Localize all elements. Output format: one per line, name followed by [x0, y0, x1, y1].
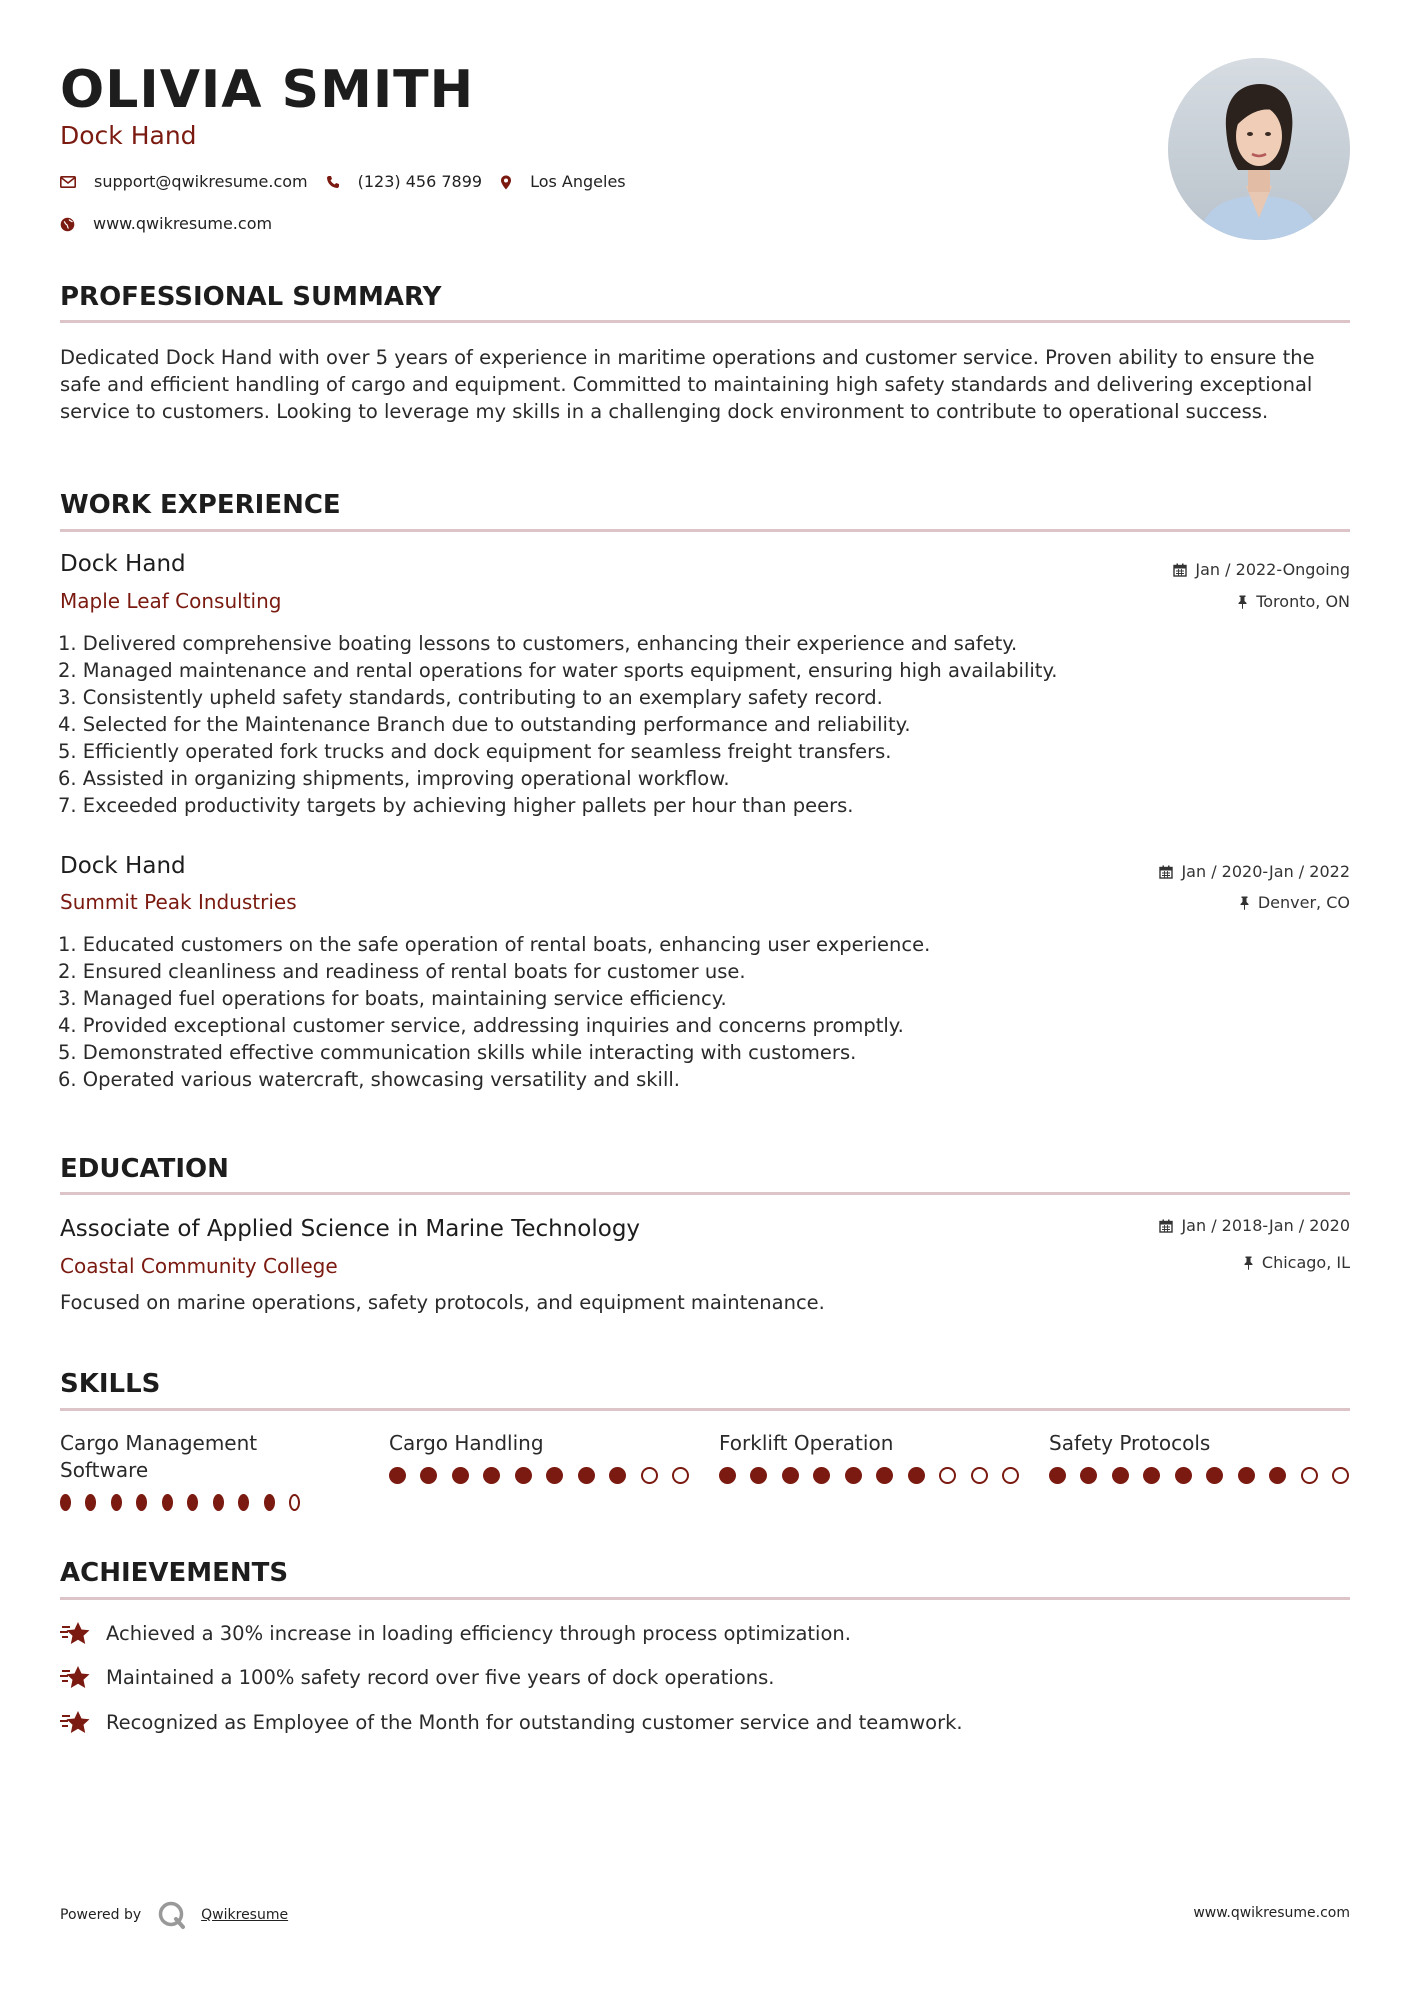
rating-dot-filled [515, 1467, 532, 1484]
job-2-dates [1159, 861, 1350, 883]
list-item: 7. Exceeded productivity targets by achieving higher pallets per hour than peers. [58, 794, 854, 817]
job-1-location-text: Toronto, ON [1256, 592, 1350, 611]
skill-item [60, 1430, 300, 1511]
profile-photo [1168, 58, 1350, 240]
rating-dot-filled [452, 1467, 469, 1484]
education-location [1243, 1252, 1350, 1274]
rating-dot-filled [578, 1467, 595, 1484]
rating-dot-filled [546, 1467, 563, 1484]
achievement-text: Maintained a 100% safety record over five years of dock operations. [106, 1666, 775, 1689]
education-heading: EDUCATION [60, 1154, 229, 1184]
phone-text: (123) 456 7899 [357, 172, 483, 191]
education-school: Coastal Community College [60, 1254, 338, 1278]
achievement-text: Achieved a 30% increase in loading efficiency through process optimization. [106, 1622, 851, 1645]
rating-dot-filled [845, 1467, 862, 1484]
rating-dot-filled [813, 1467, 830, 1484]
job-1-dates [1173, 559, 1350, 581]
education-dates-text: Jan / 2018-Jan / 2020 [1181, 1216, 1350, 1235]
skill-rating [719, 1467, 1019, 1484]
summary-heading: PROFESSIONAL SUMMARY [60, 282, 442, 312]
list-item: 2. Managed maintenance and rental operations for water sports equipment, ensuring high availability. [58, 659, 1058, 682]
footer-website[interactable]: www.qwikresume.com [1193, 1905, 1350, 1921]
rating-dot-empty [672, 1467, 689, 1484]
email-text: support@qwikresume.com [94, 172, 308, 191]
rating-dot-empty [971, 1467, 988, 1484]
list-item: 3. Consistently upheld safety standards, contributing to an exemplary safety record. [58, 686, 883, 709]
contact-website[interactable] [60, 213, 272, 235]
job-1-location [1237, 591, 1350, 613]
candidate-name: OLIVIA SMITH [60, 60, 475, 120]
powered-by-label: Powered by [60, 1907, 142, 1923]
list-item: 3. Managed fuel operations for boats, maintaining service efficiency. [58, 987, 727, 1010]
skill-name: Cargo Management Software [60, 1431, 258, 1482]
contact-row [60, 171, 626, 193]
rating-dot-filled [1175, 1467, 1192, 1484]
rating-dot-empty [289, 1494, 300, 1511]
education-degree: Associate of Applied Science in Marine Technology [60, 1216, 641, 1242]
job-2-dates-text: Jan / 2020-Jan / 2022 [1181, 862, 1350, 881]
list-item: 4. Provided exceptional customer service, addressing inquiries and concerns promptly. [58, 1014, 904, 1037]
rating-dot-filled [876, 1467, 893, 1484]
globe-icon [60, 217, 75, 232]
skill-name: Safety Protocols [1049, 1431, 1211, 1455]
phone-icon [326, 175, 340, 189]
rating-dot-filled [238, 1494, 249, 1511]
rating-dot-filled [136, 1494, 147, 1511]
skill-rating [389, 1467, 689, 1484]
pushpin-icon [1237, 595, 1248, 609]
rating-dot-filled [60, 1494, 71, 1511]
calendar-icon [1159, 1219, 1173, 1233]
skill-item [719, 1430, 1019, 1484]
skills-heading: SKILLS [60, 1369, 161, 1399]
star-award-icon [60, 1710, 92, 1736]
list-item: 6. Assisted in organizing shipments, improving operational workflow. [58, 767, 730, 790]
achievement-item [60, 1620, 851, 1647]
skill-rating [60, 1494, 300, 1511]
rating-dot-filled [264, 1494, 275, 1511]
job-2-company: Summit Peak Industries [60, 890, 297, 914]
rating-dot-filled [1112, 1467, 1129, 1484]
list-item: 1. Delivered comprehensive boating lessons to customers, enhancing their experience and safety. [58, 632, 1018, 655]
list-item: 5. Efficiently operated fork trucks and dock equipment for seamless freight transfers. [58, 740, 892, 763]
rating-dot-filled [111, 1494, 122, 1511]
rating-dot-filled [750, 1467, 767, 1484]
qwikresume-link[interactable]: Qwikresume [201, 1907, 289, 1923]
skill-name: Forklift Operation [719, 1431, 894, 1455]
list-item: 6. Operated various watercraft, showcasing versatility and skill. [58, 1068, 680, 1091]
rating-dot-filled [420, 1467, 437, 1484]
skill-rating [1049, 1467, 1349, 1484]
experience-divider [60, 529, 1350, 532]
rating-dot-filled [1238, 1467, 1255, 1484]
achievements-heading: ACHIEVEMENTS [60, 1558, 289, 1588]
achievement-item [60, 1664, 775, 1691]
summary-divider [60, 320, 1350, 323]
rating-dot-empty [939, 1467, 956, 1484]
job-1-company: Maple Leaf Consulting [60, 589, 282, 613]
job-1-title: Dock Hand [60, 551, 186, 577]
job-2-location-text: Denver, CO [1257, 893, 1350, 912]
rating-dot-filled [483, 1467, 500, 1484]
rating-dot-filled [213, 1494, 224, 1511]
rating-dot-filled [1049, 1467, 1066, 1484]
calendar-icon [1173, 563, 1187, 577]
rating-dot-filled [609, 1467, 626, 1484]
rating-dot-empty [641, 1467, 658, 1484]
job-2-location [1239, 892, 1350, 914]
rating-dot-filled [1269, 1467, 1286, 1484]
star-award-icon [60, 1621, 92, 1647]
skill-name: Cargo Handling [389, 1431, 544, 1455]
education-divider [60, 1192, 1350, 1195]
qwikresume-logo-icon [157, 1900, 187, 1930]
achievement-text: Recognized as Employee of the Month for outstanding customer service and teamwork. [106, 1711, 963, 1734]
rating-dot-empty [1332, 1467, 1349, 1484]
skills-divider [60, 1408, 1350, 1411]
contact-email[interactable] [60, 171, 308, 193]
star-award-icon [60, 1665, 92, 1691]
rating-dot-filled [782, 1467, 799, 1484]
rating-dot-empty [1301, 1467, 1318, 1484]
candidate-role: Dock Hand [60, 121, 197, 150]
list-item: 1. Educated customers on the safe operation of rental boats, enhancing user experience. [58, 933, 931, 956]
location-text: Los Angeles [530, 172, 626, 191]
map-pin-icon [500, 175, 512, 190]
calendar-icon [1159, 865, 1173, 879]
rating-dot-filled [908, 1467, 925, 1484]
rating-dot-filled [1206, 1467, 1223, 1484]
skill-item [389, 1430, 689, 1484]
rating-dot-filled [85, 1494, 96, 1511]
website-text: www.qwikresume.com [93, 214, 273, 233]
achievements-divider [60, 1597, 1350, 1600]
contact-phone[interactable] [326, 171, 482, 193]
rating-dot-filled [162, 1494, 173, 1511]
rating-dot-filled [187, 1494, 198, 1511]
rating-dot-filled [1143, 1467, 1160, 1484]
list-item: 5. Demonstrated effective communication skills while interacting with customers. [58, 1041, 857, 1064]
achievement-item [60, 1709, 963, 1736]
experience-heading: WORK EXPERIENCE [60, 490, 341, 520]
job-2-duties [58, 931, 1258, 1093]
job-1-dates-text: Jan / 2022-Ongoing [1195, 560, 1350, 579]
job-1-duties [58, 630, 1258, 819]
rating-dot-filled [389, 1467, 406, 1484]
summary-text: Dedicated Dock Hand with over 5 years of experience in maritime operations and customer service. Proven ability to ensure the safe and efficient handling of cargo and equipment. Committed to maintaining high safety standards and delivering exceptional service to customers. Looking to leverage my skills in a challenging dock environment to contribute to operational success. [60, 346, 1315, 423]
pushpin-icon [1239, 896, 1250, 910]
education-dates [1159, 1215, 1350, 1237]
pushpin-icon [1243, 1256, 1254, 1270]
footer-powered-by [60, 1900, 288, 1930]
list-item: 2. Ensured cleanliness and readiness of rental boats for customer use. [58, 960, 746, 983]
envelope-icon [60, 176, 76, 188]
education-location-text: Chicago, IL [1261, 1253, 1350, 1272]
list-item: 4. Selected for the Maintenance Branch due to outstanding performance and reliability. [58, 713, 911, 736]
rating-dot-empty [1002, 1467, 1019, 1484]
skill-item [1049, 1430, 1349, 1484]
job-2-title: Dock Hand [60, 853, 186, 879]
education-description: Focused on marine operations, safety protocols, and equipment maintenance. [60, 1291, 825, 1314]
contact-location [500, 171, 626, 193]
rating-dot-filled [1080, 1467, 1097, 1484]
rating-dot-filled [719, 1467, 736, 1484]
